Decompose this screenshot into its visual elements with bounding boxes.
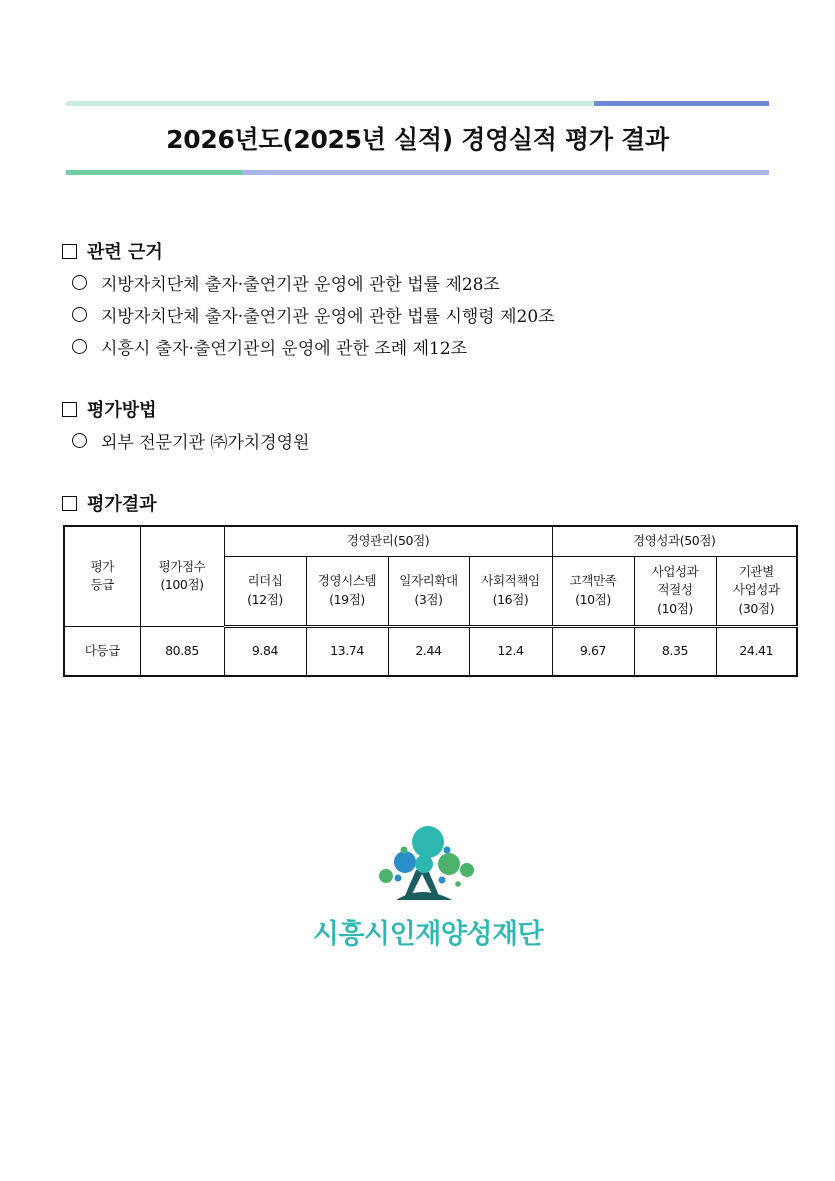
method-item-text: 외부 전문기관 ㈜가치경영원	[101, 433, 310, 453]
header-sub: 리더십 (12점)	[224, 556, 306, 626]
evaluation-result-table	[63, 525, 798, 677]
cell-value: 9.67	[552, 626, 634, 676]
header-group-performance: 경영성과(50점)	[552, 526, 797, 556]
section-method-label: 평가방법	[87, 400, 157, 421]
title-bar-bottom-blue	[242, 170, 769, 175]
header-sub: 경영시스템 (19점)	[306, 556, 388, 626]
method-item	[72, 428, 309, 453]
header-sub: 고객만족 (10점)	[552, 556, 634, 626]
foundation-logo-text: 시흥시인재양성재단	[312, 919, 544, 950]
basis-item-text: 지방자치단체 출자·출연기관 운영에 관한 법률 시행령 제20조	[101, 307, 555, 327]
basis-item	[72, 334, 467, 359]
checkbox-square-icon	[62, 244, 77, 259]
page-title: 2026년도(2025년 실적) 경영실적 평가 결과	[166, 125, 669, 154]
circle-bullet-icon	[72, 307, 87, 322]
header-score: 평가점수 (100점)	[140, 526, 224, 626]
cell-score: 80.85	[140, 626, 224, 676]
table-row	[64, 626, 797, 676]
cell-value: 12.4	[469, 626, 552, 676]
checkbox-square-icon	[62, 402, 77, 417]
section-result-label: 평가결과	[87, 494, 157, 515]
header-sub: 기관별 사업성과 (30점)	[716, 556, 797, 626]
title-bar-top-light	[66, 101, 594, 106]
basis-item	[72, 270, 500, 295]
section-basis-heading	[62, 238, 163, 264]
circle-bullet-icon	[72, 275, 87, 290]
cell-value: 9.84	[224, 626, 306, 676]
basis-item-text: 지방자치단체 출자·출연기관 운영에 관한 법률 제28조	[101, 275, 500, 295]
circle-bullet-icon	[72, 433, 87, 448]
header-sub: 일자리확대 (3점)	[388, 556, 469, 626]
section-result-heading	[62, 490, 157, 516]
circle-bullet-icon	[72, 339, 87, 354]
header-sub: 사회적책임 (16점)	[469, 556, 552, 626]
cell-value: 2.44	[388, 626, 469, 676]
header-sub: 사업성과 적절성 (10점)	[634, 556, 716, 626]
cell-value: 13.74	[306, 626, 388, 676]
cell-grade: 다등급	[64, 626, 140, 676]
basis-item	[72, 302, 555, 327]
section-method-heading	[62, 396, 157, 422]
cell-value: 8.35	[634, 626, 716, 676]
header-group-management: 경영관리(50점)	[224, 526, 552, 556]
checkbox-square-icon	[62, 496, 77, 511]
section-basis-label: 관련 근거	[87, 242, 163, 263]
title-bar-bottom-green	[66, 170, 242, 175]
cell-value: 24.41	[716, 626, 797, 676]
header-grade: 평가 등급	[64, 526, 140, 626]
basis-item-text: 시흥시 출자·출연기관의 운영에 관한 조례 제12조	[101, 339, 468, 359]
title-bar-top-dark	[594, 101, 769, 106]
